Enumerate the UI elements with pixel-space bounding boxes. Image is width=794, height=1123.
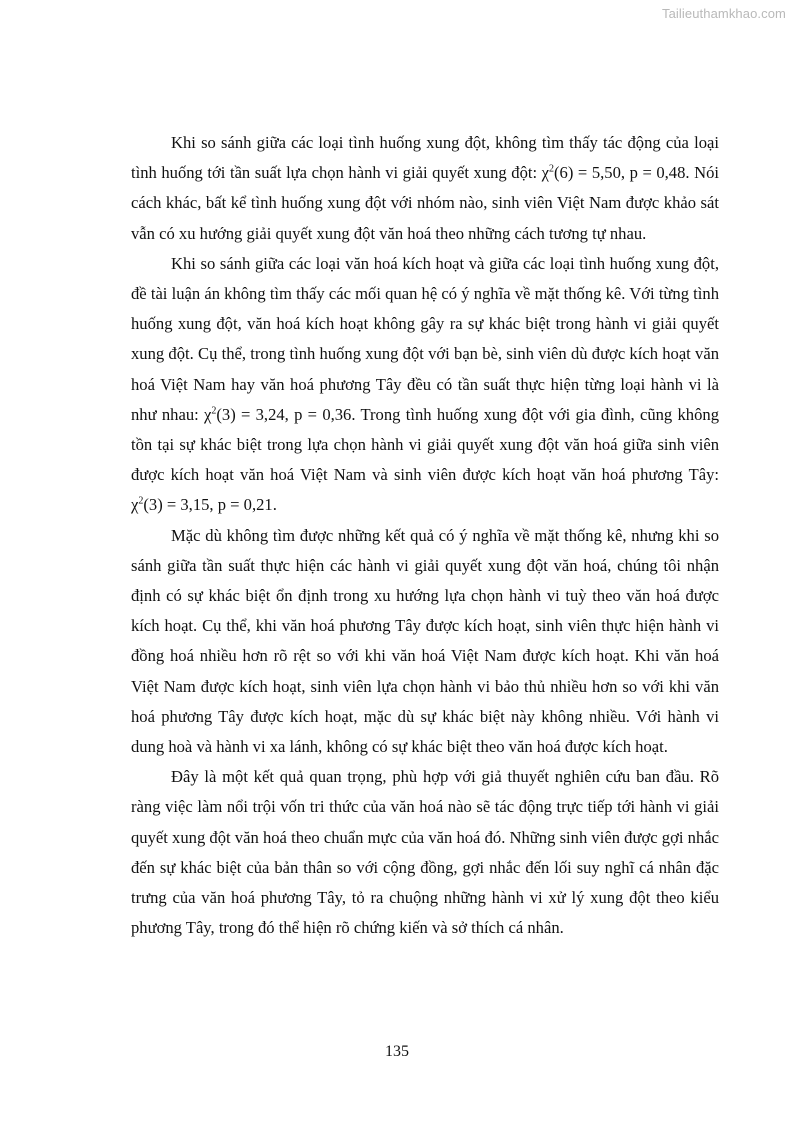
paragraph-1-text-b: (6) = 5,50, p = 0,48. Nói cách khác, bất kể tình huống xung đột với nhóm nào, sinh viên Việt Nam được khảo sát vẫn có xu hướng giải quyết xung đột văn hoá theo những cách tương tự nhau. <box>131 163 719 243</box>
superscript-2: 2 <box>549 163 555 175</box>
paragraph-2-text-b: (3) = 3,24, p = 0,36. Trong tình huống xung đột với gia đình, cũng không tồn tại sự khác biệt trong lựa chọn hành vi giải quyết xung đột văn hoá giữa sinh viên được kích hoạt văn hoá Việt Nam và sinh viên được kích hoạt văn hoá phương Tây: χ <box>131 404 719 515</box>
superscript-2: 2 <box>211 405 217 417</box>
paragraph-4: Đây là một kết quả quan trọng, phù hợp với giả thuyết nghiên cứu ban đầu. Rõ ràng việc làm nổi trội vốn tri thức của văn hoá nào sẽ tác động trực tiếp tới hành vi giải quyết xung đột văn hoá theo chuẩn mực của văn hoá đó. Những sinh viên được gợi nhắc đến sự khác biệt của bản thân so với cộng đồng, gợi nhắc đến lối suy nghĩ cá nhân đặc trưng của văn hoá phương Tây, tỏ ra chuộng những hành vi xử lý xung đột theo kiểu phương Tây, trong đó thể hiện rõ chứng kiến và sở thích cá nhân. <box>131 767 719 938</box>
paragraph-1 <box>131 128 719 249</box>
watermark-text: Tailieuthamkhao.com <box>661 6 786 21</box>
paragraph-3: Mặc dù không tìm được những kết quả có ý nghĩa về mặt thống kê, nhưng khi so sánh giữa tần suất thực hiện các hành vi giải quyết xung đột văn hoá, chúng tôi nhận định có sự khác biệt ổn định trong xu hướng lựa chọn hành vi tuỳ theo văn hoá được kích hoạt. Cụ thể, khi văn hoá phương Tây được kích hoạt, sinh viên thực hiện hành vi đồng hoá nhiều hơn rõ rệt so với khi văn hoá Việt Nam được kích hoạt. Khi văn hoá Việt Nam được kích hoạt, sinh viên lựa chọn hành vi bảo thủ nhiều hơn so với khi văn hoá phương Tây được kích hoạt, mặc dù sự khác biệt này không nhiều. Với hành vi dung hoà và hành vi xa lánh, không có sự khác biệt theo văn hoá được kích hoạt. <box>131 525 719 757</box>
paragraph-2-text-a: Khi so sánh giữa các loại văn hoá kích hoạt và giữa các loại tình huống xung đột, đề tài luận án không tìm thấy các mối quan hệ có ý nghĩa về mặt thống kê. Với từng tình huống xung đột, văn hoá kích hoạt không gây ra sự khác biệt trong hành vi giải quyết xung đột. Cụ thể, trong tình huống xung đột với bạn bè, sinh viên dù được kích hoạt văn hoá Việt Nam hay văn hoá phương Tây đều có tần suất thực hiện từng loại hành vi là như nhau: χ <box>131 253 719 424</box>
document-body <box>131 128 719 943</box>
page-number: 135 <box>385 1043 409 1060</box>
superscript-2: 2 <box>138 495 144 507</box>
paragraph-2-text-c: (3) = 3,15, p = 0,21. <box>143 495 277 515</box>
paragraph-1-text-a: Khi so sánh giữa các loại tình huống xung đột, không tìm thấy tác động của loại tình huống tới tần suất lựa chọn hành vi giải quyết xung đột: χ <box>131 133 719 183</box>
paragraph-2 <box>131 249 719 521</box>
